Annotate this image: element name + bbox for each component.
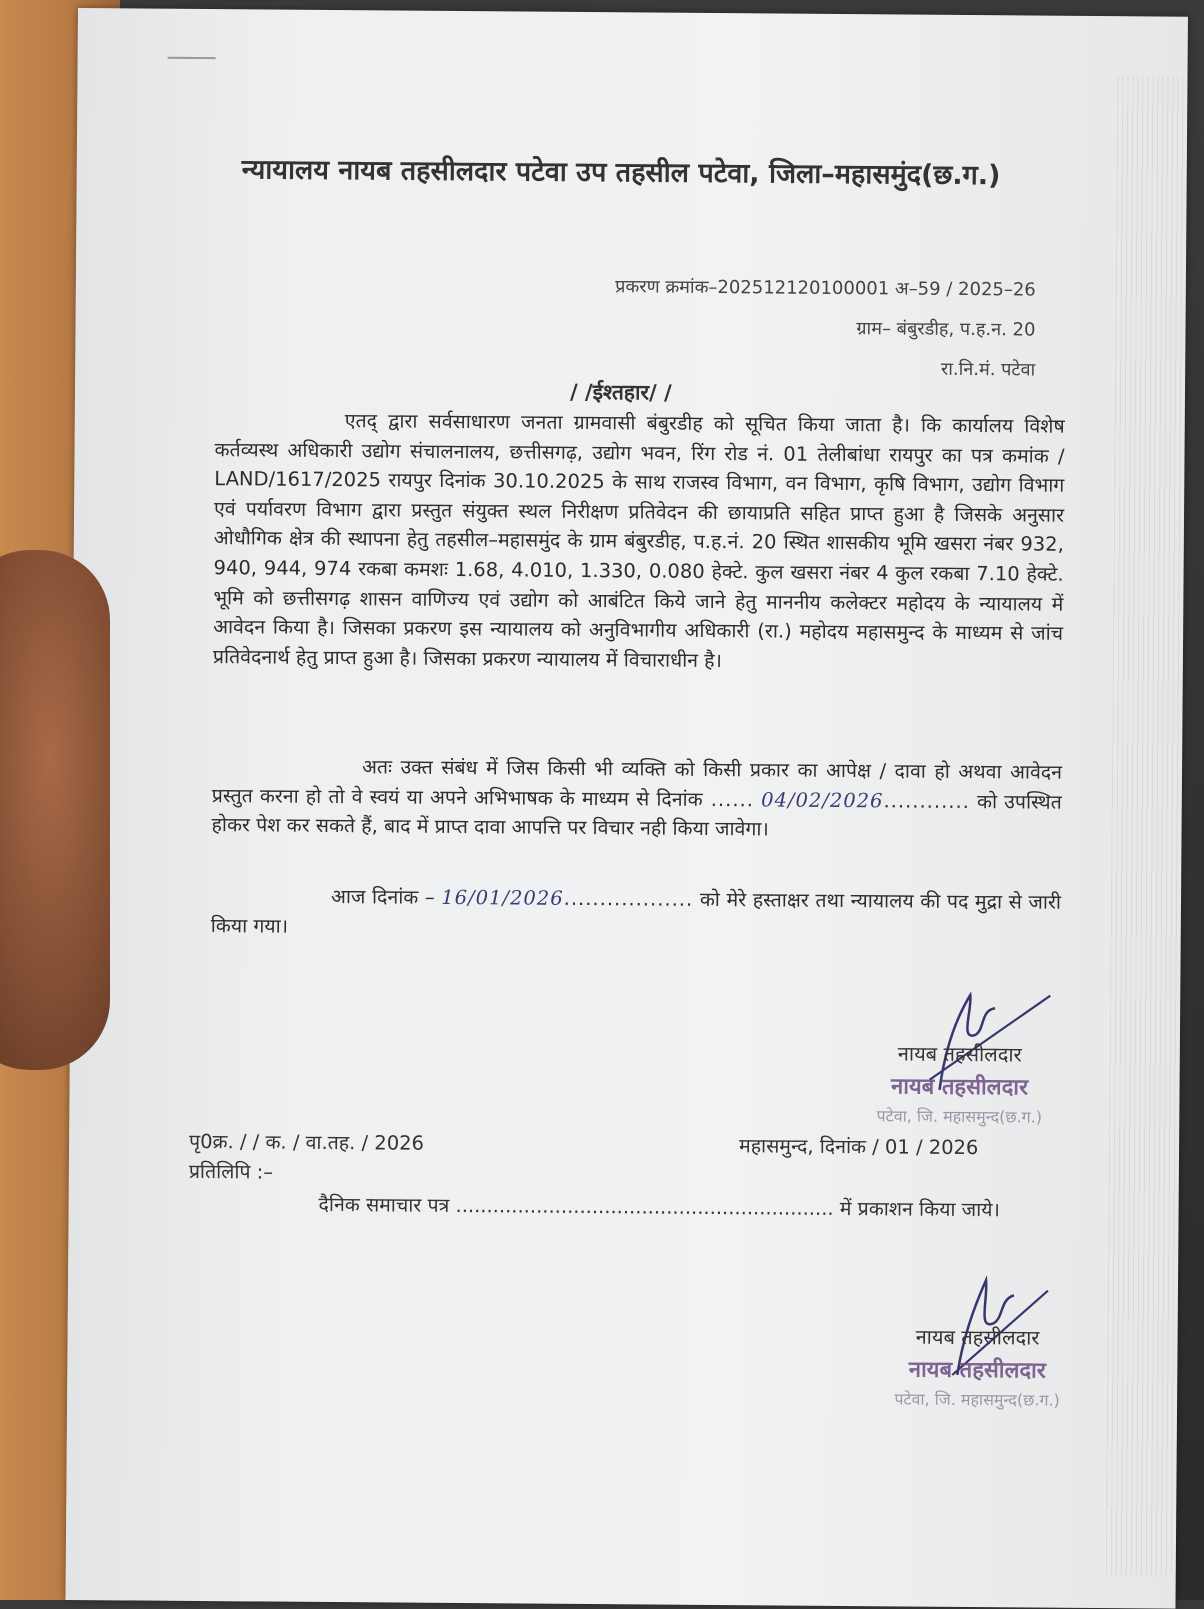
- village-line: ग्राम– बंबुरडीह, प.ह.न. 20: [856, 318, 1036, 341]
- paragraph-2-text-a: अतः उक्त संबंध में जिस किसी भी व्यक्ति को किसी प्रकार का आपेक्ष / दावा हो अथवा आवेदन प्रस्तुत करना हो तो वे स्वयं या अपने अभिभाषक के माध्यम से दिनांक: [211, 755, 1063, 811]
- case-number: प्रकरण क्रमांक–202512120100001 अ–59 / 2025–26: [615, 276, 1036, 301]
- court-title: न्यायालय नायब तहसीलदार पटेवा उप तहसील पटेवा, जिला–महासमुंद(छ.ग.): [241, 154, 1001, 192]
- paragraph-2-dots-1: ......: [702, 787, 755, 811]
- signatory-1-stamp-place: पटेवा, जि. महासमुन्द(छ.ग.): [876, 1106, 1043, 1127]
- notice-paragraph-2: [211, 751, 1062, 846]
- revenue-circle: रा.नि.मं. पटेवा: [940, 358, 1036, 381]
- paragraph-3-dots: ..................: [563, 886, 694, 911]
- newspaper-line: दैनिक समाचार पत्र ............................................................. में प्रकाशन किया जाये।: [318, 1192, 1001, 1222]
- holding-thumb: [0, 550, 110, 1070]
- endorsement-number: पृ0क्र. / / क. / वा.तह. / 2026: [189, 1129, 425, 1155]
- signatory-2-block: [857, 1322, 1098, 1411]
- paragraph-3-text-a: आज दिनांक –: [330, 885, 442, 909]
- paragraph-2-dots-2: ............: [883, 788, 971, 813]
- signatory-2-stamp-title: नायब तहसीलदार: [908, 1357, 1046, 1384]
- handwritten-hearing-date: 04/02/2026: [761, 787, 884, 812]
- document-page: [65, 8, 1187, 1609]
- paragraph-2-text-b: को उपस्थित होकर पेश कर सकते हैं, बाद में प्राप्त दावा आपत्ति पर विचार नही किया जावेगा।: [211, 789, 1062, 841]
- copy-to-label: प्रतिलिपि :–: [188, 1159, 274, 1184]
- paragraph-3-text-b: को मेरे हस्ताक्षर तथा न्यायालय की पद मुद्रा से जारी किया गया।: [210, 887, 1062, 938]
- signatory-1-designation: नायब तहसीलदार: [897, 1041, 1022, 1067]
- notice-paragraph-1: एतद् द्वारा सर्वसाधारण जनता ग्रामवासी बंबुरडीह को सूचित किया जाता है। कि कार्यालय विशेष कर्तव्यस्थ अधिकारी उद्योग संचालनालय, छत्तीसगढ़, उद्योग भवन, रिंग रोड नं. 01 तेलीबांधा रायपुर का पत्र कमांक / LAND/1617/2025 रायपुर दिनांक 30.10.2025 के साथ राजस्व विभाग, वन विभाग, कृषि विभाग, उद्योग विभाग एवं पर्यावरण विभाग द्वारा प्रस्तुत संयुक्त स्थल निरीक्षण प्रतिवेदन की छायाप्रति सहित प्राप्त हुआ है जिसके अनुसार ओधौगिक क्षेत्र की स्थापना हेतु तहसील–महासमुंद के ग्राम बंबुरडीह, प.ह.नं. 20 स्थित शासकीय भूमि खसरा नंबर 932, 940, 944, 974 रकबा कमशः 1.68, 4.010, 1.330, 0.080 हेक्टे. कुल खसरा नंबर 4 कुल रकबा 7.10 हेक्टे. भूमि को छत्तीसगढ़ शासन वाणिज्य एवं उद्योग को आबंटित किये जाने हेतु माननीय कलेक्टर महोदय के न्यायालय में आवेदन किया है। जिसका प्रकरण इस न्यायालय को अनुविभागीय अधिकारी (रा.) महोदय महासमुन्द के माध्यम से जांच प्रतिवेदनार्थ हेतु प्राप्त हुआ है। जिसका प्रकरण न्यायालय में विचाराधीन है।: [212, 409, 1065, 672]
- signatory-1-stamp-title: नायब तहसीलदार: [890, 1074, 1029, 1101]
- place-date: महासमुन्द, दिनांक / 01 / 2026: [738, 1134, 979, 1160]
- fold-mark: [168, 57, 216, 59]
- notice-paragraph-3: [211, 881, 1061, 947]
- signatory-2-stamp-place: पटेवा, जि. महासमुन्द(छ.ग.): [894, 1389, 1060, 1410]
- signatory-1-block: [849, 1039, 1070, 1128]
- notice-heading: / /ईश्तहार/ /: [569, 379, 672, 405]
- signatory-2-designation: नायब तहसीलदार: [915, 1324, 1040, 1350]
- handwritten-issue-date: 16/01/2026: [441, 885, 564, 910]
